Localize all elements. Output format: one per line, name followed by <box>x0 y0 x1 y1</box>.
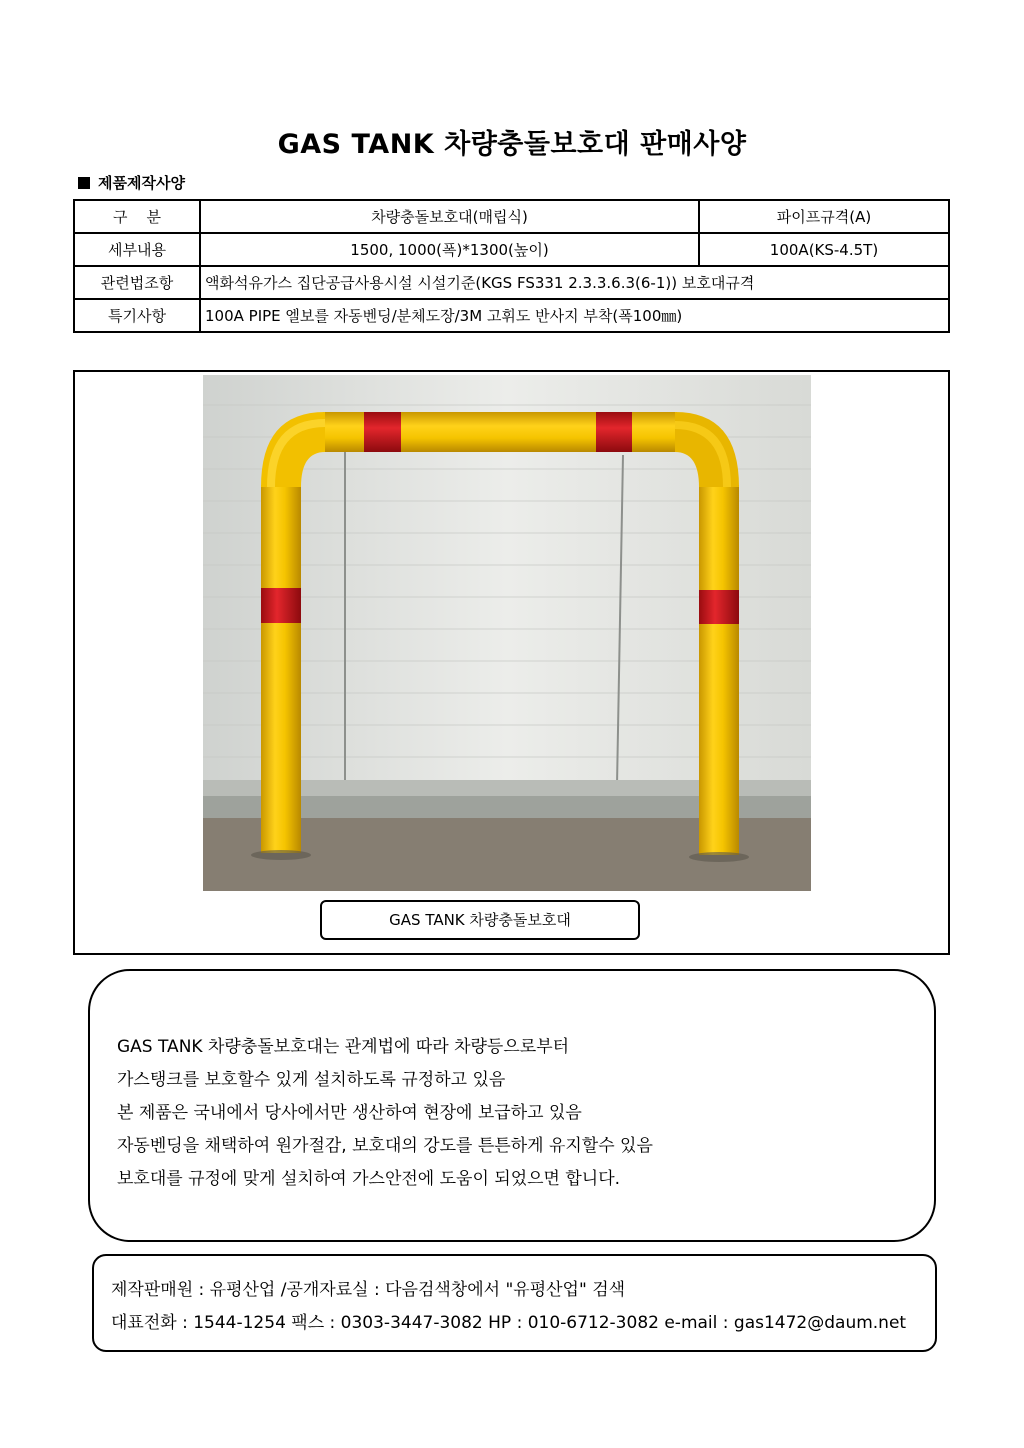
page-title: GAS TANK 차량충돌보호대 판매사양 <box>277 129 747 160</box>
contact-line-maker: 제작판매원 : 유평산업 /공개자료실 : 다음검색창에서 "유평산업" 검색 <box>111 1280 626 1300</box>
description-line: GAS TANK 차량충돌보호대는 관계법에 따라 차량등으로부터 <box>117 1037 570 1057</box>
square-bullet-icon <box>78 177 90 189</box>
table-cell: 100A PIPE 엘보를 자동벤딩/분체도장/3M 고휘도 반사지 부착(폭100㎜) <box>200 299 949 332</box>
table-cell: 1500, 1000(폭)*1300(높이) <box>200 233 699 266</box>
contact-box <box>92 1254 937 1352</box>
table-row <box>74 266 949 299</box>
table-row <box>74 233 949 266</box>
table-row <box>74 200 949 233</box>
table-cell-label: 관련법조항 <box>74 266 200 299</box>
table-cell: 100A(KS-4.5T) <box>699 233 949 266</box>
photo-caption: GAS TANK 차량충돌보호대 <box>320 900 640 940</box>
description-box <box>88 969 936 1242</box>
product-photo <box>203 375 811 891</box>
table-cell-label: 세부내용 <box>74 233 200 266</box>
description-line: 보호대를 규정에 맞게 설치하여 가스안전에 도움이 되었으면 합니다. <box>117 1169 621 1189</box>
table-cell: 차량충돌보호대(매립식) <box>200 200 699 233</box>
contact-line-phone: 대표전화 : 1544-1254 팩스 : 0303-3447-3082 HP : 010-6712-3082 e-mail : gas1472@daum.net <box>111 1313 907 1333</box>
table-cell: 액화석유가스 집단공급사용시설 시설기준(KGS FS331 2.3.3.6.3(6-1)) 보호대규격 <box>200 266 949 299</box>
bollard-illustration <box>203 375 811 891</box>
description-text <box>117 1031 653 1196</box>
description-line: 자동벤딩을 채택하여 원가절감, 보호대의 강도를 튼튼하게 유지할수 있음 <box>117 1136 653 1156</box>
table-row <box>74 299 949 332</box>
contact-text <box>111 1274 906 1340</box>
section-label <box>78 172 185 193</box>
description-line: 본 제품은 국내에서 당사에서만 생산하여 현장에 보급하고 있음 <box>117 1103 582 1123</box>
description-line: 가스탱크를 보호할수 있게 설치하도록 규정하고 있음 <box>117 1070 506 1090</box>
spec-table <box>73 199 950 333</box>
section-label-text: 제품제작사양 <box>98 174 185 192</box>
table-cell-label: 특기사항 <box>74 299 200 332</box>
table-cell-label: 구 분 <box>74 200 200 233</box>
table-cell: 파이프규격(A) <box>699 200 949 233</box>
photo-frame <box>73 370 950 955</box>
